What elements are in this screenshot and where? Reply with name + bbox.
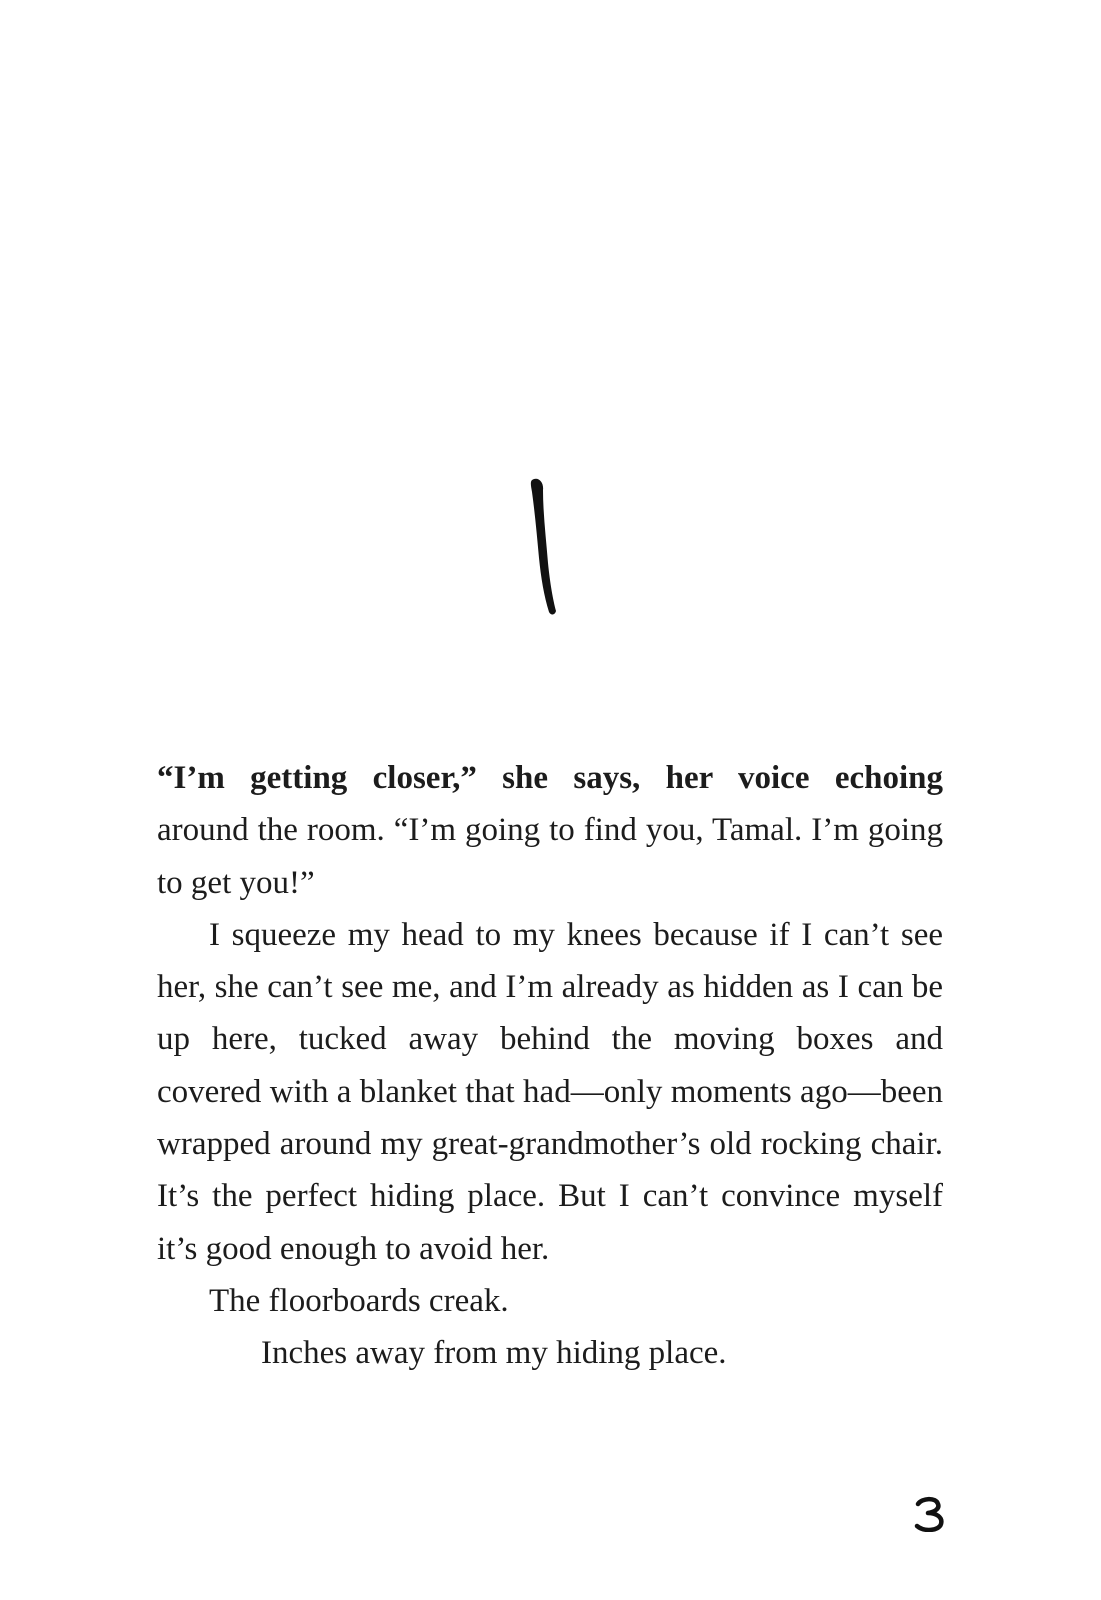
opening-line: “I’m getting closer,” she says, her voice echoing — [157, 760, 943, 796]
opening-paragraph — [157, 752, 943, 909]
page-number-mark — [912, 1496, 946, 1532]
paragraph-4: Inches away from my hiding place. — [261, 1335, 727, 1372]
chapter-number-mark — [520, 478, 570, 616]
paragraph-3: The floorboards creak. — [209, 1282, 509, 1319]
paragraph-2: I squeeze my head to my knees because if I can’t see her, she can’t see me, and I’m already as hidden as I can be up here, tucked away behind the moving boxes and covered with a blanket that had—only moments ago—been wrapped around my great-grandmother’s old rocking chair. It’s the perfect hiding place. But I can’t convince myself it’s good enough to avoid her. — [157, 916, 943, 1267]
chapter-body — [157, 752, 943, 1380]
opening-paragraph-rest: around the room. “I’m going to find you, Tamal. I’m going to get you!” — [157, 812, 943, 901]
